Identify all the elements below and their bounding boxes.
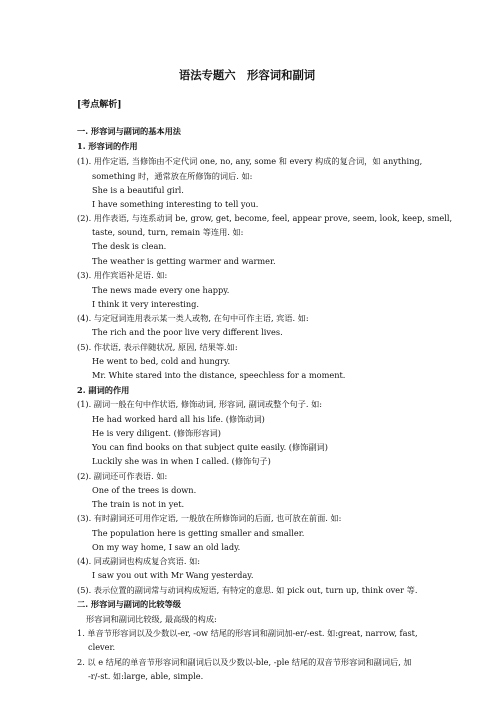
example-sentence: The train is not in yet. bbox=[92, 499, 185, 509]
example-sentence: Mr. White stared into the distance, speechless for a moment. bbox=[92, 370, 346, 380]
paragraph: (3). 有时副词还可用作定语, 一般放在所修饰词的后面, 也可放在前面. 如: bbox=[77, 513, 342, 523]
example-sentence: The weather is getting warmer and warmer. bbox=[92, 256, 276, 266]
document-title: 语法专题六 形容词和副词 bbox=[178, 68, 316, 82]
rule-item: -r/-st. 如:large, able, simple. bbox=[88, 671, 204, 681]
example-sentence: I think it very interesting. bbox=[92, 299, 199, 309]
rule-item: 1. 单音节形容词以及少数以-er, -ow 结尾的形容词和副词加-er/-est. 如:great, narrow, fast, bbox=[77, 628, 418, 638]
paragraph: (5). 作状语, 表示伴随状况, 原因, 结果等.如: bbox=[77, 342, 238, 352]
paragraph: (4). 同或副词也构成复合宾语. 如: bbox=[77, 556, 201, 566]
paragraph: (1). 副词一般在句中作状语, 修饰动词, 形容词, 副词或整个句子. 如: bbox=[77, 399, 323, 409]
example-sentence: She is a beautiful girl. bbox=[92, 185, 184, 195]
example-sentence: The desk is clean. bbox=[92, 241, 167, 251]
paragraph: (3). 用作宾语补足语. 如: bbox=[77, 270, 168, 280]
example-sentence: One of the trees is down. bbox=[92, 485, 197, 495]
heading-adverb-function: 2. 副词的作用 bbox=[77, 385, 130, 395]
example-sentence: He had worked hard all his life. (修饰动词) bbox=[92, 414, 265, 424]
section-label: [考点解析] bbox=[77, 100, 122, 110]
paragraph: taste, sound, turn, remain 等连用. 如: bbox=[92, 227, 244, 237]
rule-item: clever. bbox=[88, 642, 116, 652]
example-sentence: He is very diligent. (修饰形容词) bbox=[92, 428, 221, 438]
example-sentence: The news made every one happy. bbox=[92, 285, 230, 295]
heading-adjective-function: 1. 形容词的作用 bbox=[77, 141, 138, 151]
example-sentence: I have something interesting to tell you. bbox=[92, 199, 259, 209]
paragraph: (5). 表示位置的副词常与动词构成短语, 有特定的意思. 如 pick out, turn up, think over 等. bbox=[77, 585, 418, 595]
example-sentence: On my way home, I saw an old lady. bbox=[92, 542, 241, 552]
example-sentence: You can find books on that subject quite easily. (修饰副词) bbox=[92, 442, 328, 452]
paragraph: (2). 用作表语, 与连系动词 be, grow, get, become, feel, appear prove, seem, look, keep, smell, bbox=[77, 213, 453, 223]
paragraph: (2). 副词还可作表语. 如: bbox=[77, 471, 168, 481]
example-sentence: Luckily she was in when I called. (修饰句子) bbox=[92, 456, 271, 466]
example-sentence: The population here is getting smaller and smaller. bbox=[92, 528, 305, 538]
example-sentence: I saw you out with Mr Wang yesterday. bbox=[92, 570, 254, 580]
paragraph: (1). 用作定语, 当修饰由不定代词 one, no, any, some 和 every 构成的复合词，如 anything, bbox=[77, 156, 423, 166]
paragraph: 形容词和副词比较级, 最高级的构成: bbox=[86, 614, 217, 624]
example-sentence: The rich and the poor live very different lives. bbox=[92, 327, 283, 337]
rule-item: 2. 以 e 结尾的单音节形容词和副词后以及少数以-ble, -ple 结尾的双音节形容词和副词后, 加 bbox=[77, 657, 412, 667]
paragraph: something 时，通常放在所修饰的词后. 如: bbox=[92, 171, 253, 181]
heading-basic-usage: 一. 形容词与副词的基本用法 bbox=[77, 126, 181, 136]
heading-comparison: 二. 形容词与副词的比较等级 bbox=[77, 599, 181, 609]
paragraph: (4). 与定冠词连用表示某一类人或物, 在句中可作主语, 宾语. 如: bbox=[77, 313, 309, 323]
example-sentence: He went to bed, cold and hungry. bbox=[92, 356, 231, 366]
